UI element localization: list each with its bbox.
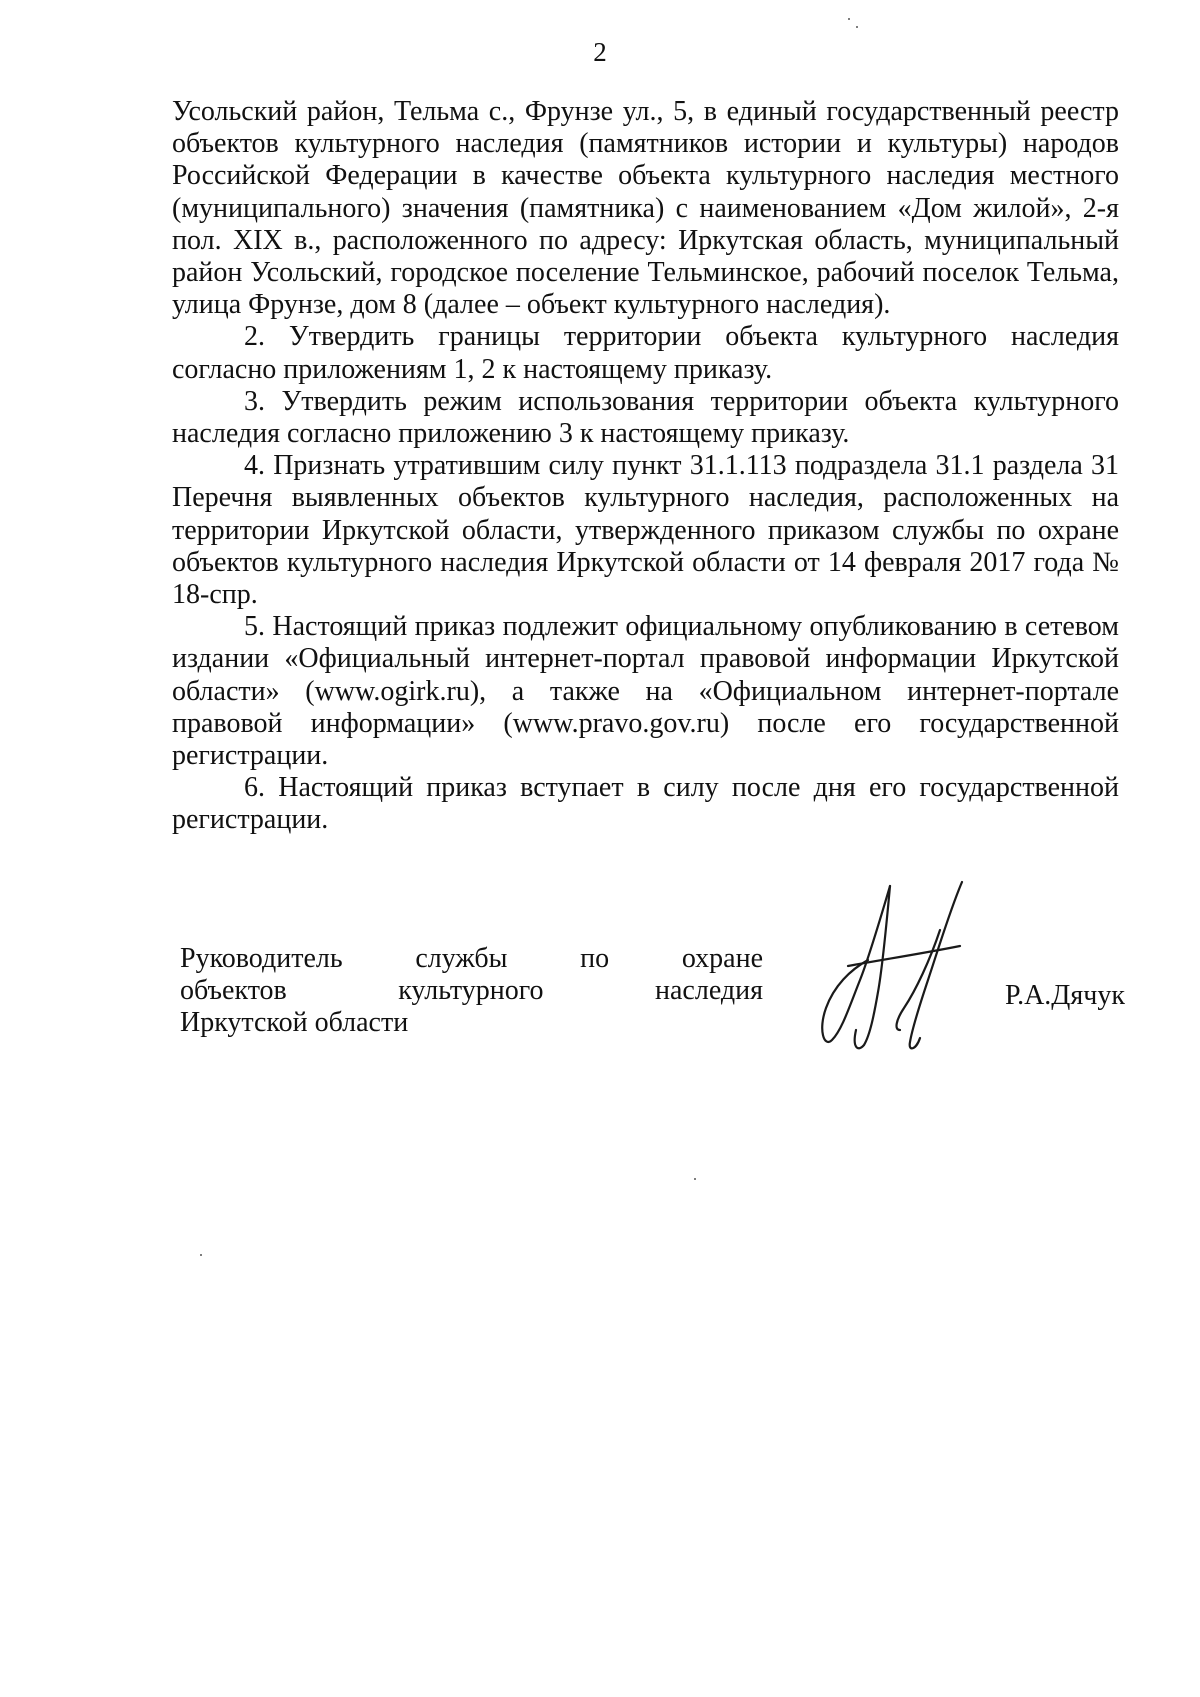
- handwritten-signature: [820, 880, 990, 1060]
- signer-name: Р.А.Дячук: [1005, 980, 1125, 1011]
- signatory-position-line: объектов культурного наследия: [180, 975, 763, 1007]
- scan-speck: [200, 1254, 202, 1256]
- scan-speck: [848, 18, 850, 20]
- paragraph-item-3: 3. Утвердить режим использования территории объекта культурного наследия согласно приложению 3 к настоящему приказу.: [172, 385, 1119, 450]
- signatory-position: [180, 943, 763, 1040]
- page-number: 2: [593, 37, 607, 67]
- paragraph-item-5: 5. Настоящий приказ подлежит официальному опубликованию в сетевом издании «Официальный интернет-портал правовой информации Иркутской области» (www.ogirk.ru), а также на «Официальном интернет-портале правовой информации» (www.pravo.gov.ru) после его государственной регистрации.: [172, 611, 1119, 772]
- paragraph-item-4: 4. Признать утратившим силу пункт 31.1.113 подраздела 31.1 раздела 31 Перечня выявленных объектов культурного наследия, расположенных на территории Иркутской области, утвержденного приказом службы по охране объектов культурного наследия Иркутской области от 14 февраля 2017 года № 18-спр.: [172, 450, 1119, 611]
- paragraph-item-2: 2. Утвердить границы территории объекта культурного наследия согласно приложениям 1, 2 к настоящему приказу.: [172, 321, 1119, 385]
- signatory-position-line: Руководитель службы по охране: [180, 943, 763, 974]
- signatory-position-line: Иркутской области: [180, 1007, 409, 1039]
- scan-speck: [856, 26, 858, 28]
- scan-speck: [694, 1178, 696, 1180]
- paragraph-continuation: Усольский район, Тельма с., Фрунзе ул., 5, в единый государственный реестр объектов культурного наследия (памятников истории и культуры) народов Российской Федерации в качестве объекта культурного наследия местного (муниципального) значения (памятника) с наименованием «Дом жилой», 2-я пол. XIX в., расположенного по адресу: Иркутская область, муниципальный район Усольский, городское поселение Тельминское, рабочий поселок Тельма, улица Фрунзе, дом 8 (далее – объект культурного наследия).: [172, 96, 1119, 321]
- document-body: [172, 96, 1119, 837]
- paragraph-item-6: 6. Настоящий приказ вступает в силу после дня его государственной регистрации.: [172, 772, 1119, 836]
